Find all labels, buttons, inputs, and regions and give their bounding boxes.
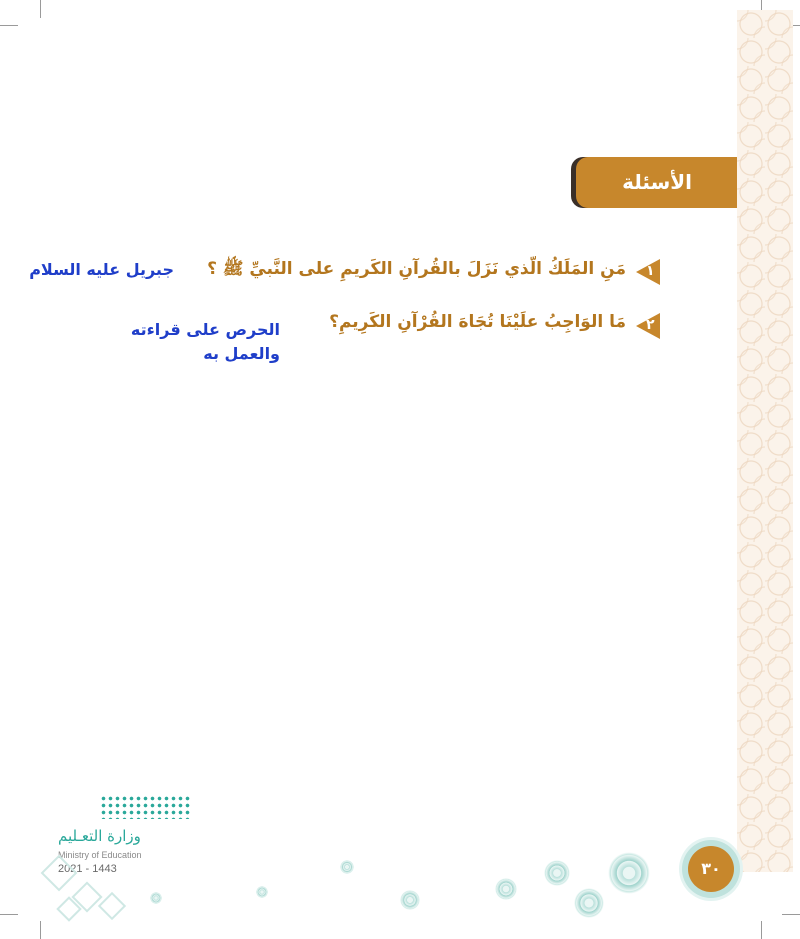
section-title: الأسئلة — [622, 170, 692, 194]
decorative-pattern-strip — [737, 10, 793, 872]
answer-text — [131, 318, 280, 366]
rosette-icon — [495, 878, 517, 900]
question-number: ١ — [646, 263, 655, 279]
crop-mark — [0, 25, 18, 26]
rosette-icon — [400, 890, 420, 910]
rosette-icon — [150, 892, 162, 904]
crop-mark — [761, 921, 762, 939]
answer-line: الحرص على قراءته — [130, 320, 280, 339]
question-text: مَا الوَاجِبُ علَيْنَا تُجَاهَ القُرْآنِ الكَرِيمِ؟ — [329, 312, 626, 332]
decorative-shape-icon — [41, 855, 78, 892]
ministry-name-english: Ministry of Education — [58, 850, 142, 860]
crop-mark — [40, 0, 41, 18]
crop-mark — [782, 914, 800, 915]
ministry-name-arabic: وزارة التعـليم — [58, 827, 141, 845]
crop-mark — [40, 921, 41, 939]
question-text: مَنِ المَلَكُ الّذي نَزَلَ بالقُرآنِ الكَريمِ على النَّبيِّ ﷺ ؟ — [207, 259, 626, 279]
answer-line: والعمل به — [203, 344, 280, 363]
question-number: ٢ — [646, 317, 655, 333]
rosette-icon — [574, 888, 604, 918]
answer-text: جبريل عليه السلام — [29, 260, 174, 279]
rosette-icon — [608, 852, 650, 894]
rosette-icon — [256, 886, 268, 898]
section-header — [576, 157, 737, 208]
crop-mark — [0, 914, 18, 915]
edition-year: 2021 - 1443 — [58, 863, 117, 875]
rosette-icon — [340, 860, 354, 874]
page-number-badge — [688, 846, 734, 892]
page-number: ٣٠ — [701, 859, 721, 878]
ministry-emblem-icon — [100, 795, 190, 819]
rosette-icon — [544, 860, 570, 886]
